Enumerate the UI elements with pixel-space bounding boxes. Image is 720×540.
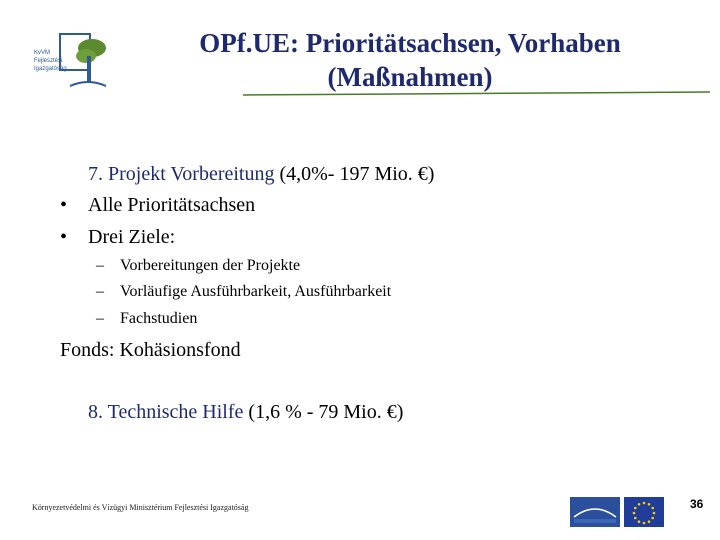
ministry-logo [30,30,108,94]
bullet-dot: • [60,194,68,216]
section-8-detail: (1,6 % - 79 Mio. €) [243,401,404,423]
subitem-dash: – [96,257,104,274]
subitem: Vorbereitungen der Projekte [120,257,301,274]
section-7-label: 7. Projekt Vorbereitung [88,163,275,185]
section-7-heading [88,162,434,186]
slide-title [150,26,670,94]
title-line-2: (Maßnahmen) [327,62,493,92]
section-7-detail: (4,0%- 197 Mio. €) [274,163,435,185]
title-line-1: OPf.UE: Prioritätsachsen, Vorhaben [199,28,621,58]
logo-text-line1: KvVM [34,50,51,56]
section-8-heading [88,400,403,424]
subitem-dash: – [96,310,104,327]
section-8-label: 8. Technische Hilfe [88,401,244,423]
logo-text-line2: Fejlesztési [34,58,63,64]
subitem: Vorläufige Ausführbarkeit, Ausführbarkeit [120,283,392,300]
title-underline [243,89,710,99]
subitem: Fachstudien [120,310,198,327]
uj-magyarorszag-logo [570,497,620,527]
bullet-dot: • [60,226,68,248]
page-number: 36 [690,497,704,511]
footer-ministry: Környezetvédelmi és Vízügyi Minisztérium Fejlesztési Igazgatóság [32,503,249,512]
eu-flag-icon [624,497,664,527]
bullet-item: Alle Prioritätsachsen [88,194,256,216]
logo-text-line3: Igazgatóság [34,66,67,72]
bullet-item: Drei Ziele: [88,226,176,248]
subitem-dash: – [96,283,104,300]
fonds-line: Fonds: Kohäsionsfond [60,339,241,361]
